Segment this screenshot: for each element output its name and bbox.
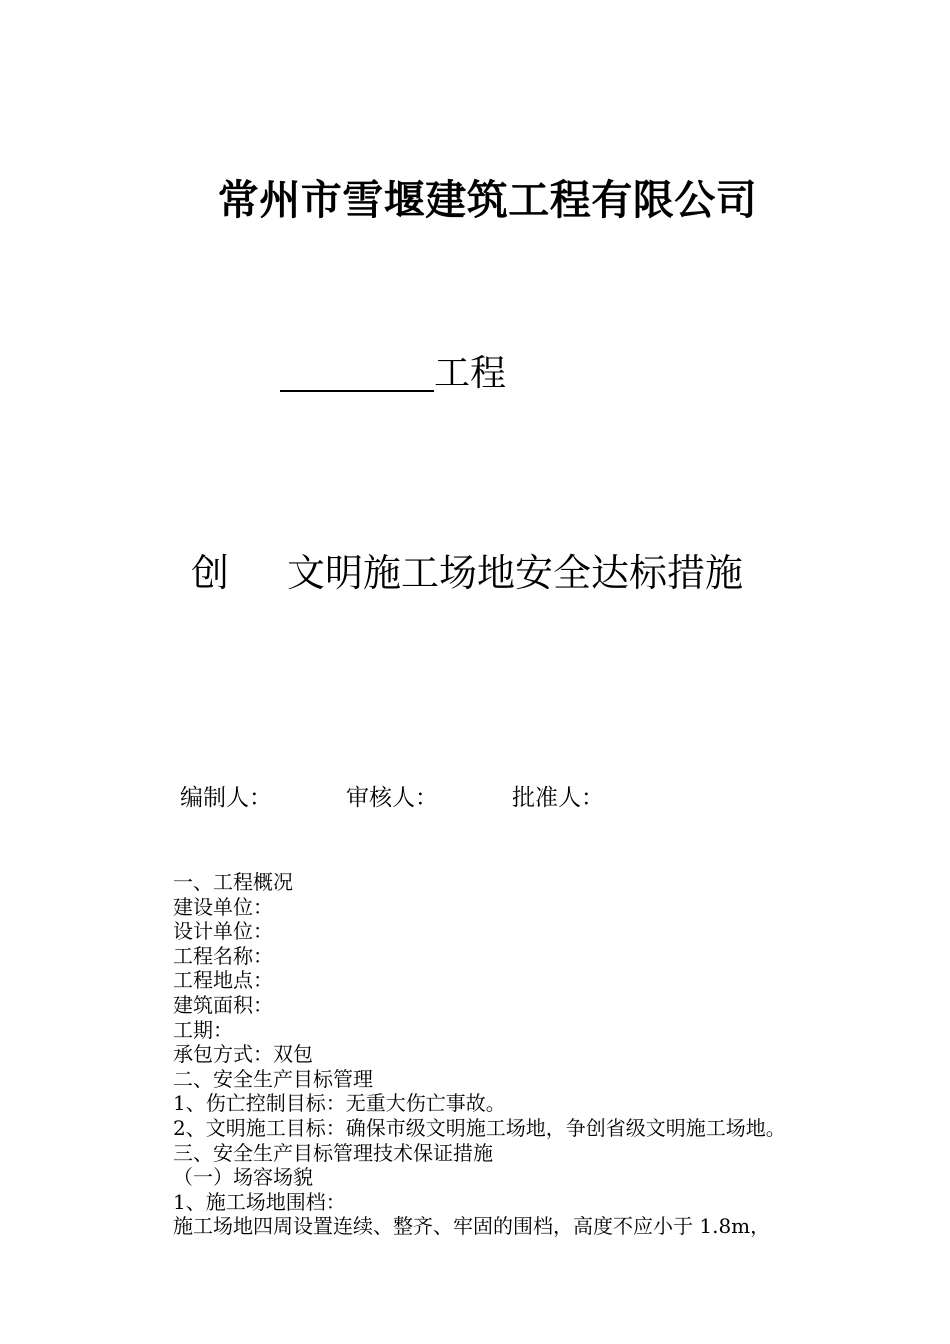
body-text xyxy=(173,870,933,1239)
project-suffix: 工程 xyxy=(434,353,507,394)
field-duration: 工期： xyxy=(173,1017,233,1042)
signer-compiler: 编制人： xyxy=(180,785,272,811)
goal-casualty-control: 1、伤亡控制目标：无重大伤亡事故。 xyxy=(173,1091,506,1116)
field-contract-type: 承包方式：双包 xyxy=(173,1042,313,1067)
title-prefix: 创 xyxy=(191,551,230,595)
signature-row xyxy=(180,782,604,814)
company-name: 常州市雪堰建筑工程有限公司 xyxy=(217,176,758,224)
title-main: 文明施工场地安全达标措施 xyxy=(287,551,744,595)
subsection-site-appearance: （一）场容场貌 xyxy=(173,1165,313,1190)
project-name-blank xyxy=(280,350,434,392)
field-project-name: 工程名称： xyxy=(173,943,273,968)
document-title xyxy=(191,548,743,598)
field-client: 建设单位： xyxy=(173,894,273,919)
field-floor-area: 建筑面积： xyxy=(173,992,273,1017)
section-heading-overview: 一、工程概况 xyxy=(173,870,293,894)
signer-approver: 批准人： xyxy=(512,785,604,811)
signer-reviewer: 审核人： xyxy=(346,785,438,811)
field-designer: 设计单位： xyxy=(173,919,273,944)
field-project-location: 工程地点： xyxy=(173,968,273,993)
paragraph-enclosure-requirement: 施工场地四周设置连续、整齐、牢固的围档，高度不应小于 1.8m， xyxy=(173,1214,771,1239)
section-heading-safety-goals: 二、安全生产目标管理 xyxy=(173,1066,373,1091)
goal-civilized-construction: 2、文明施工目标：确保市级文明施工场地，争创省级文明施工场地。 xyxy=(173,1115,786,1140)
project-title xyxy=(280,350,506,398)
item-site-enclosure: 1、施工场地围档： xyxy=(173,1189,346,1214)
section-heading-technical-measures: 三、安全生产目标管理技术保证措施 xyxy=(173,1140,493,1165)
